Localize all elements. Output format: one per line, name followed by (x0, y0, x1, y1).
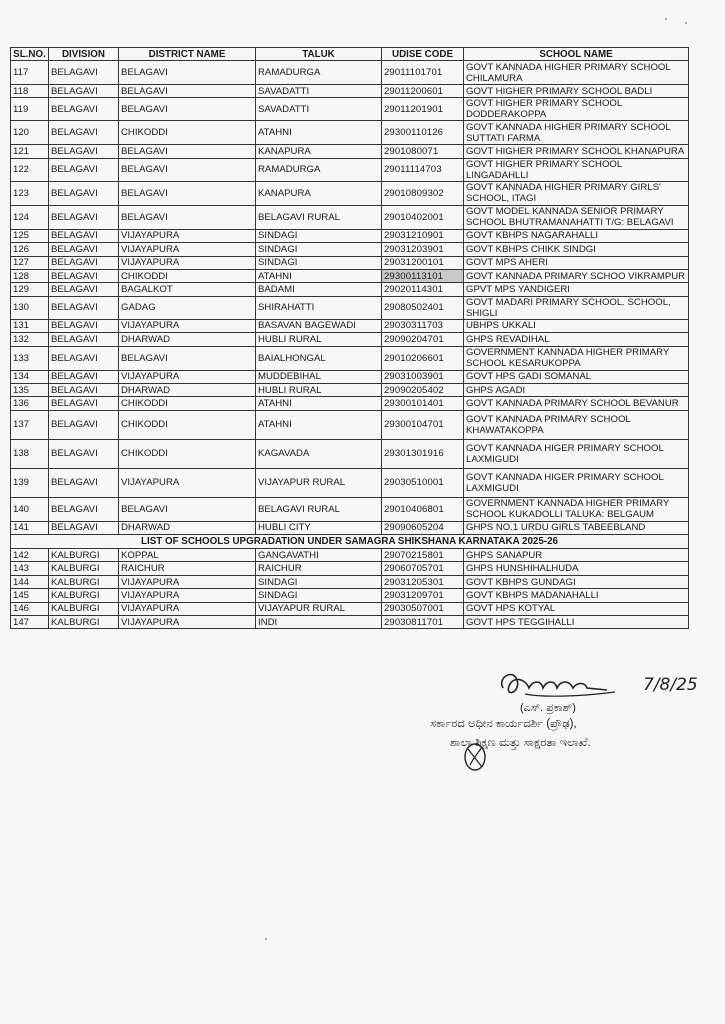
school-name-cell: GHPS AGADI (464, 383, 689, 396)
taluk-cell: HUBLI RURAL (256, 333, 382, 346)
scan-speck (685, 22, 687, 24)
taluk-cell: ATAHNI (256, 410, 382, 439)
sl-no-cell: 139 (11, 468, 49, 497)
district-cell: VIJAYAPURA (119, 370, 256, 383)
taluk-cell: SINDAGI (256, 256, 382, 269)
sl-no-cell: 142 (11, 549, 49, 562)
division-cell: BELAGAVI (49, 333, 119, 346)
taluk-cell: BASAVAN BAGEWADI (256, 319, 382, 332)
district-cell: GADAG (119, 296, 256, 319)
division-cell: BELAGAVI (49, 158, 119, 181)
section-title: LIST OF SCHOOLS UPGRADATION UNDER SAMAGRA SHIKSHANA KARNATAKA 2025-26 (11, 535, 689, 549)
division-cell: BELAGAVI (49, 439, 119, 468)
division-cell: BELAGAVI (49, 383, 119, 396)
sl-no-cell: 135 (11, 383, 49, 396)
district-cell: BELAGAVI (119, 158, 256, 181)
table-row (11, 602, 689, 615)
sl-no-cell: 138 (11, 439, 49, 468)
sl-no-cell: 128 (11, 269, 49, 282)
district-cell: BELAGAVI (119, 98, 256, 121)
district-cell: BELAGAVI (119, 85, 256, 98)
district-cell: CHIKODDI (119, 397, 256, 410)
header-school-name: SCHOOL NAME (464, 48, 689, 61)
table-body-part1 (11, 61, 689, 535)
division-cell: KALBURGI (49, 575, 119, 588)
table-row (11, 269, 689, 282)
schools-table (10, 47, 689, 629)
udise-code-cell: 29010406801 (382, 497, 464, 521)
sl-no-cell: 129 (11, 283, 49, 296)
table-header-row (11, 48, 689, 61)
school-name-cell: GOVT KANNADA HIGHER PRIMARY SCHOOL CHILAMURA (464, 61, 689, 85)
sl-no-cell: 123 (11, 181, 49, 205)
udise-code-cell: 29010809302 (382, 181, 464, 205)
udise-code-cell: 29030510001 (382, 468, 464, 497)
udise-code-cell: 29070215801 (382, 549, 464, 562)
header-taluk: TALUK (256, 48, 382, 61)
taluk-cell: VIJAYAPUR RURAL (256, 468, 382, 497)
district-cell: BELAGAVI (119, 205, 256, 229)
division-cell: BELAGAVI (49, 521, 119, 534)
district-cell: DHARWAD (119, 521, 256, 534)
school-name-cell: GOVT KANNADA HIGHER PRIMARY GIRLS' SCHOOL, ITAGI (464, 181, 689, 205)
taluk-cell: SINDAGI (256, 575, 382, 588)
table-row (11, 296, 689, 319)
taluk-cell: ATAHNI (256, 269, 382, 282)
division-cell: KALBURGI (49, 616, 119, 629)
table-row (11, 158, 689, 181)
division-cell: KALBURGI (49, 589, 119, 602)
division-cell: BELAGAVI (49, 181, 119, 205)
school-name-cell: GOVT KBHPS GUNDAGI (464, 575, 689, 588)
district-cell: KOPPAL (119, 549, 256, 562)
district-cell: CHIKODDI (119, 121, 256, 145)
taluk-cell: RAMADURGA (256, 61, 382, 85)
district-cell: VIJAYAPURA (119, 256, 256, 269)
taluk-cell: KANAPURA (256, 181, 382, 205)
district-cell: RAICHUR (119, 562, 256, 575)
sl-no-cell: 121 (11, 145, 49, 158)
table-row (11, 497, 689, 521)
school-name-cell: GOVT MODEL KANNADA SENIOR PRIMARY SCHOOL BHUTRAMANAHATTI T/G: BELAGAVI (464, 205, 689, 229)
section-body (11, 535, 689, 549)
udise-code-cell: 29031205301 (382, 575, 464, 588)
taluk-cell: BADAMI (256, 283, 382, 296)
district-cell: CHIKODDI (119, 269, 256, 282)
sl-no-cell: 134 (11, 370, 49, 383)
sl-no-cell: 126 (11, 243, 49, 256)
taluk-cell: GANGAVATHI (256, 549, 382, 562)
table-row (11, 333, 689, 346)
school-name-cell: GHPS HUNSHIHALHUDA (464, 562, 689, 575)
sl-no-cell: 133 (11, 346, 49, 370)
district-cell: VIJAYAPURA (119, 229, 256, 242)
table-row (11, 61, 689, 85)
school-name-cell: GOVT KANNADA HIGER PRIMARY SCHOOL LAXMIGUDI (464, 439, 689, 468)
udise-code-cell: 29080502401 (382, 296, 464, 319)
taluk-cell: SINDAGI (256, 229, 382, 242)
division-cell: BELAGAVI (49, 397, 119, 410)
table-row (11, 616, 689, 629)
table-row (11, 181, 689, 205)
district-cell: VIJAYAPURA (119, 616, 256, 629)
district-cell: VIJAYAPURA (119, 589, 256, 602)
table-body-part2 (11, 549, 689, 629)
udise-code-cell: 29010402001 (382, 205, 464, 229)
table-row (11, 410, 689, 439)
table-row (11, 439, 689, 468)
taluk-cell: KANAPURA (256, 145, 382, 158)
taluk-cell: BELAGAVI RURAL (256, 205, 382, 229)
scan-speck (665, 18, 667, 20)
division-cell: BELAGAVI (49, 370, 119, 383)
division-cell: BELAGAVI (49, 497, 119, 521)
sl-no-cell: 145 (11, 589, 49, 602)
division-cell: BELAGAVI (49, 205, 119, 229)
sl-no-cell: 119 (11, 98, 49, 121)
table-row (11, 346, 689, 370)
division-cell: BELAGAVI (49, 410, 119, 439)
district-cell: BELAGAVI (119, 61, 256, 85)
udise-code-cell: 29300113101 (382, 269, 464, 282)
district-cell: DHARWAD (119, 333, 256, 346)
udise-code-cell: 29060705701 (382, 562, 464, 575)
sl-no-cell: 120 (11, 121, 49, 145)
table-row (11, 589, 689, 602)
division-cell: BELAGAVI (49, 319, 119, 332)
table-row (11, 383, 689, 396)
udise-code-cell: 29031210901 (382, 229, 464, 242)
signatory-designation: ಸರ್ಕಾರದ ಅಧೀನ ಕಾರ್ಯದರ್ಶಿ (ಪ್ರೌಢ), (430, 718, 577, 730)
udise-code-cell: 29030507001 (382, 602, 464, 615)
school-name-cell: GOVT MADARI PRIMARY SCHOOL. SCHOOL, SHIGLI (464, 296, 689, 319)
school-name-cell: GOVT KBHPS NAGARAHALLI (464, 229, 689, 242)
district-cell: VIJAYAPURA (119, 575, 256, 588)
division-cell: BELAGAVI (49, 346, 119, 370)
udise-code-cell: 29011101701 (382, 61, 464, 85)
school-name-cell: GOVT KANNADA HIGHER PRIMARY SCHOOL SUTTATI FARMA (464, 121, 689, 145)
udise-code-cell: 29010206601 (382, 346, 464, 370)
school-list-sheet (10, 47, 688, 629)
table-row (11, 205, 689, 229)
sl-no-cell: 141 (11, 521, 49, 534)
signatory-name: (ಎಸ್. ಪ್ರಕಾಶ್) (520, 702, 576, 714)
division-cell: BELAGAVI (49, 61, 119, 85)
district-cell: VIJAYAPURA (119, 243, 256, 256)
district-cell: CHIKODDI (119, 410, 256, 439)
division-cell: KALBURGI (49, 549, 119, 562)
table-row (11, 397, 689, 410)
sl-no-cell: 130 (11, 296, 49, 319)
table-row (11, 575, 689, 588)
taluk-cell: BELAGAVI RURAL (256, 497, 382, 521)
school-name-cell: GOVT KANNADA PRIMARY SCHOOL KHAWATAKOPPA (464, 410, 689, 439)
district-cell: BELAGAVI (119, 497, 256, 521)
sl-no-cell: 147 (11, 616, 49, 629)
taluk-cell: RAICHUR (256, 562, 382, 575)
table-row (11, 121, 689, 145)
school-name-cell: GOVT HIGHER PRIMARY SCHOOL KHANAPURA (464, 145, 689, 158)
scan-speck (265, 938, 267, 940)
division-cell: BELAGAVI (49, 283, 119, 296)
division-cell: BELAGAVI (49, 145, 119, 158)
taluk-cell: VIJAYAPUR RURAL (256, 602, 382, 615)
sl-no-cell: 146 (11, 602, 49, 615)
udise-code-cell: 29301301916 (382, 439, 464, 468)
division-cell: BELAGAVI (49, 256, 119, 269)
table-row (11, 85, 689, 98)
table-row (11, 319, 689, 332)
udise-code-cell: 29011200601 (382, 85, 464, 98)
division-cell: BELAGAVI (49, 243, 119, 256)
taluk-cell: KAGAVADA (256, 439, 382, 468)
sl-no-cell: 132 (11, 333, 49, 346)
udise-code-cell: 29300110126 (382, 121, 464, 145)
sl-no-cell: 117 (11, 61, 49, 85)
school-name-cell: GHPS SANAPUR (464, 549, 689, 562)
sl-no-cell: 140 (11, 497, 49, 521)
signature-date: 7/8/25 (643, 675, 698, 695)
district-cell: BELAGAVI (119, 346, 256, 370)
sl-no-cell: 144 (11, 575, 49, 588)
school-name-cell: GOVT HPS GADI SOMANAL (464, 370, 689, 383)
table-row (11, 229, 689, 242)
school-name-cell: GOVERNMENT KANNADA HIGHER PRIMARY SCHOOL KUKADOLLI TALUKA: BELGAUM (464, 497, 689, 521)
division-cell: KALBURGI (49, 602, 119, 615)
udise-code-cell: 29011114703 (382, 158, 464, 181)
udise-code-cell: 29300101401 (382, 397, 464, 410)
udise-code-cell: 29020114301 (382, 283, 464, 296)
taluk-cell: RAMADURGA (256, 158, 382, 181)
school-name-cell: GPVT MPS YANDIGERI (464, 283, 689, 296)
udise-code-cell: 29090204701 (382, 333, 464, 346)
table-row (11, 370, 689, 383)
header-division: DIVISION (49, 48, 119, 61)
division-cell: BELAGAVI (49, 229, 119, 242)
school-name-cell: UBHPS UKKALI (464, 319, 689, 332)
school-name-cell: GOVT KANNADA PRIMARY SCHOO VIKRAMPUR (464, 269, 689, 282)
division-cell: BELAGAVI (49, 269, 119, 282)
school-name-cell: GHPS NO.1 URDU GIRLS TABEEBLAND (464, 521, 689, 534)
udise-code-cell: 29031203901 (382, 243, 464, 256)
table-row (11, 145, 689, 158)
district-cell: VIJAYAPURA (119, 602, 256, 615)
header-district-name: DISTRICT NAME (119, 48, 256, 61)
sl-no-cell: 131 (11, 319, 49, 332)
udise-code-cell: 29011201901 (382, 98, 464, 121)
district-cell: CHIKODDI (119, 439, 256, 468)
sl-no-cell: 136 (11, 397, 49, 410)
district-cell: BELAGAVI (119, 145, 256, 158)
district-cell: VIJAYAPURA (119, 468, 256, 497)
school-name-cell: GOVT MPS AHERI (464, 256, 689, 269)
district-cell: BAGALKOT (119, 283, 256, 296)
udise-code-cell: 29030811701 (382, 616, 464, 629)
table-row (11, 521, 689, 534)
sl-no-cell: 143 (11, 562, 49, 575)
table-row (11, 243, 689, 256)
sl-no-cell: 137 (11, 410, 49, 439)
table-row (11, 468, 689, 497)
division-cell: BELAGAVI (49, 296, 119, 319)
district-cell: VIJAYAPURA (119, 319, 256, 332)
handwritten-signature (495, 660, 715, 705)
taluk-cell: SAVADATTI (256, 98, 382, 121)
taluk-cell: ATAHNI (256, 397, 382, 410)
taluk-cell: SAVADATTI (256, 85, 382, 98)
division-cell: BELAGAVI (49, 98, 119, 121)
district-cell: DHARWAD (119, 383, 256, 396)
udise-code-cell: 29030311703 (382, 319, 464, 332)
taluk-cell: SINDAGI (256, 243, 382, 256)
school-name-cell: GOVT HIGHER PRIMARY SCHOOL LINGADAHLLI (464, 158, 689, 181)
school-name-cell: GHPS REVADIHAL (464, 333, 689, 346)
division-cell: KALBURGI (49, 562, 119, 575)
district-cell: BELAGAVI (119, 181, 256, 205)
division-cell: BELAGAVI (49, 85, 119, 98)
taluk-cell: HUBLI CITY (256, 521, 382, 534)
school-name-cell: GOVT KBHPS MADANAHALLI (464, 589, 689, 602)
school-name-cell: GOVT KBHPS CHIKK SINDGI (464, 243, 689, 256)
taluk-cell: BAIALHONGAL (256, 346, 382, 370)
udise-code-cell: 2901080071 (382, 145, 464, 158)
taluk-cell: INDI (256, 616, 382, 629)
sl-no-cell: 122 (11, 158, 49, 181)
school-name-cell: GOVT KANNADA PRIMARY SCHOOL BEVANUR (464, 397, 689, 410)
division-cell: BELAGAVI (49, 121, 119, 145)
sl-no-cell: 127 (11, 256, 49, 269)
taluk-cell: SINDAGI (256, 589, 382, 602)
taluk-cell: ATAHNI (256, 121, 382, 145)
table-row (11, 283, 689, 296)
school-name-cell: GOVT HPS TEGGIHALLI (464, 616, 689, 629)
taluk-cell: MUDDEBIHAL (256, 370, 382, 383)
school-name-cell: GOVT KANNADA HIGER PRIMARY SCHOOL LAXMIGUDI (464, 468, 689, 497)
initial-stamp-mark (460, 735, 490, 775)
school-name-cell: GOVT HIGHER PRIMARY SCHOOL DODDERAKOPPA (464, 98, 689, 121)
taluk-cell: HUBLI RURAL (256, 383, 382, 396)
signatory-department: ಶಾಲಾ ಶಿಕ್ಷಣ ಮತ್ತು ಸಾಕ್ಷರತಾ ಇಲಾಖೆ. (450, 737, 591, 749)
udise-code-cell: 29090205402 (382, 383, 464, 396)
table-row (11, 549, 689, 562)
table-row (11, 562, 689, 575)
taluk-cell: SHIRAHATTI (256, 296, 382, 319)
udise-code-cell: 29031209701 (382, 589, 464, 602)
section-title-row (11, 535, 689, 549)
sl-no-cell: 125 (11, 229, 49, 242)
table-row (11, 256, 689, 269)
header-sl-no: SL.NO. (11, 48, 49, 61)
udise-code-cell: 29090605204 (382, 521, 464, 534)
udise-code-cell: 29300104701 (382, 410, 464, 439)
udise-code-cell: 29031200101 (382, 256, 464, 269)
header-udise-code: UDISE CODE (382, 48, 464, 61)
school-name-cell: GOVT HIGHER PRIMARY SCHOOL BADLI (464, 85, 689, 98)
school-name-cell: GOVERNMENT KANNADA HIGHER PRIMARY SCHOOL KESARUKOPPA (464, 346, 689, 370)
sl-no-cell: 124 (11, 205, 49, 229)
udise-code-cell: 29031003901 (382, 370, 464, 383)
school-name-cell: GOVT HPS KOTYAL (464, 602, 689, 615)
division-cell: BELAGAVI (49, 468, 119, 497)
sl-no-cell: 118 (11, 85, 49, 98)
table-row (11, 98, 689, 121)
